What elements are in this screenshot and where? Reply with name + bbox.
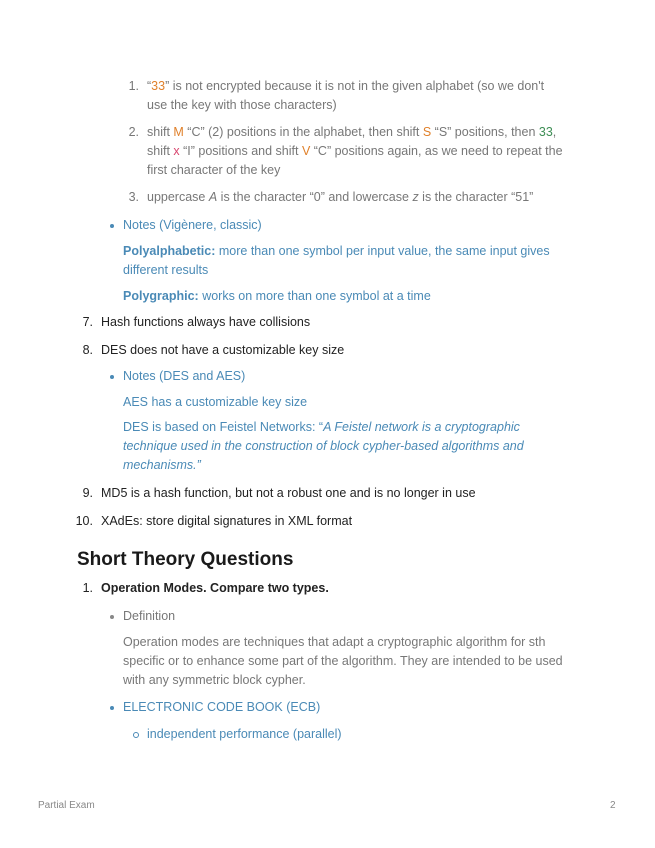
list-number: 7. — [82, 315, 93, 329]
des-note-line2: technique used in the construction of block cypher-based algorithms and — [123, 439, 524, 453]
circle-bullet-icon — [133, 732, 139, 738]
notes-vigenere-toggle[interactable]: Notes (Vigènere, classic) — [123, 218, 262, 232]
des-note-line1: DES is based on Feistel Networks: “A Feistel network is a cryptographic — [123, 420, 520, 434]
vigenere-item-1-line1: “33” is not encrypted because it is not in the given alphabet (so we don't — [147, 79, 545, 93]
definition-line2: specific or to enhance some part of the algorithm. They are intended to be used — [123, 654, 563, 668]
list-number: 1. — [128, 79, 139, 93]
main-item-8: DES does not have a customizable key size — [101, 343, 345, 357]
definition-toggle[interactable]: Definition — [123, 609, 176, 623]
section-heading: Short Theory Questions — [77, 549, 294, 570]
question-1-title: Operation Modes. Compare two types. — [101, 581, 329, 595]
list-number: 3. — [128, 190, 139, 204]
main-item-9: MD5 is a hash function, but not a robust one and is no longer in use — [101, 486, 476, 500]
vigenere-item-1-line2: use the key with those characters) — [147, 98, 337, 112]
bullet-icon — [110, 224, 114, 228]
notes-des-toggle[interactable]: Notes (DES and AES) — [123, 369, 246, 383]
main-item-7: Hash functions always have collisions — [101, 315, 311, 329]
bullet-icon — [110, 375, 114, 379]
polyalphabetic-line1: Polyalphabetic: more than one symbol per input value, the same input gives — [123, 244, 550, 258]
list-number: 8. — [82, 343, 93, 357]
bullet-icon — [110, 706, 114, 710]
list-number: 10. — [75, 514, 93, 528]
definition-line3: with any symmetric block cypher. — [123, 673, 306, 687]
bullet-icon — [110, 615, 114, 619]
footer-title: Partial Exam — [38, 800, 95, 811]
list-number: 2. — [128, 125, 139, 139]
ecb-toggle[interactable]: ELECTRONIC CODE BOOK (ECB) — [123, 700, 321, 714]
vigenere-item-2-line2: shift x “I” positions and shift V “C” positions again, as we need to repeat the — [147, 144, 563, 158]
polyalphabetic-line2: different results — [123, 263, 209, 277]
aes-note: AES has a customizable key size — [123, 395, 308, 409]
definition-line1: Operation modes are techniques that adapt a cryptographic algorithm for sth — [123, 635, 546, 649]
polygraphic-line: Polygraphic: works on more than one symbol at a time — [123, 289, 431, 303]
main-item-10: XAdEs: store digital signatures in XML format — [101, 514, 353, 528]
des-note-line3: mechanisms.” — [123, 458, 201, 472]
vigenere-item-3: uppercase A is the character “0” and lowercase z is the character “51” — [147, 190, 534, 204]
page-number: 2 — [610, 800, 616, 811]
list-number: 1. — [82, 581, 93, 595]
ecb-subitem-1: independent performance (parallel) — [147, 727, 342, 741]
list-number: 9. — [82, 486, 93, 500]
vigenere-item-2-line1: shift M “C” (2) positions in the alphabet, then shift S “S” positions, then 33, — [147, 125, 557, 139]
vigenere-item-2-line3: first character of the key — [147, 163, 281, 177]
